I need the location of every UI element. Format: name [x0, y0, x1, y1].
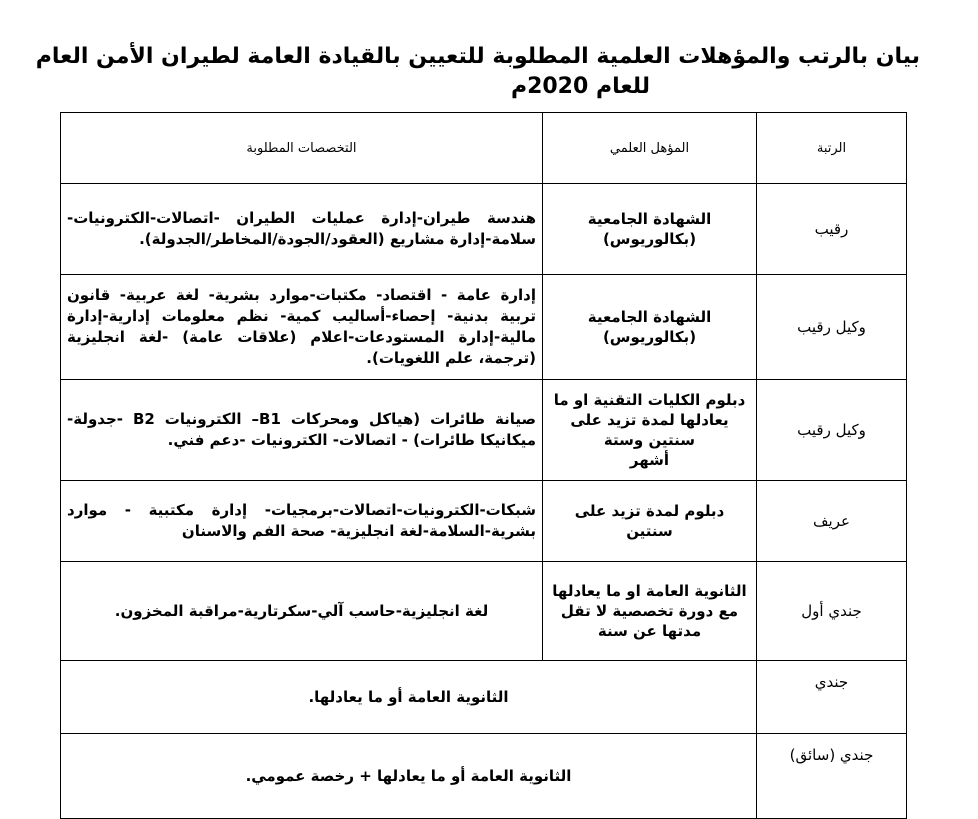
rank-cell: وكيل رقيب [757, 380, 907, 481]
specializations-cell: صيانة طائرات (هياكل ومحركات B1– الكترونيات B2 -جدولة-ميكانيكا طائرات) - اتصالات- الكترونيات -دعم فني. [61, 380, 543, 481]
qualification-line-1: الشهادة الجامعية [587, 308, 712, 326]
table-row [61, 661, 907, 734]
title-line-1: بيان بالرتب والمؤهلات العلمية المطلوبة للتعيين بالقيادة العامة لطيران الأمن العام [35, 44, 920, 69]
qualification-cell [543, 481, 757, 562]
qualification-cell [543, 562, 757, 661]
header-rank: الرتبة [757, 113, 907, 184]
qualification-line-2: (بكالوريوس) [602, 230, 697, 248]
table-row [61, 184, 907, 275]
rank-cell: رقيب [757, 184, 907, 275]
table-row [61, 275, 907, 380]
title-line-2: للعام 2020م [510, 74, 650, 99]
table-header-row [61, 113, 907, 184]
header-qualification: المؤهل العلمي [543, 113, 757, 184]
rank-cell: عريف [757, 481, 907, 562]
qualification-cell [543, 184, 757, 275]
specializations-cell: هندسة طيران-إدارة عمليات الطيران -اتصالات-الكترونيات-سلامة-إدارة مشاريع (العقود/الجودة/المخاطر/الجدولة). [61, 184, 543, 275]
qualification-line-2: أشهر [629, 451, 670, 469]
qualification-line-2: سنتين [626, 522, 673, 540]
qualification-line-1: دبلوم الكليات التقنية او ما يعادلها لمدة تزيد على سنتين وستة [553, 391, 746, 449]
specializations-cell: شبكات-الكترونيات-اتصالات-برمجيات- إدارة مكتبية - موارد بشرية-السلامة-لغة انجليزية- صحة الفم والاسنان [61, 481, 543, 562]
qualification-line-2: (بكالوريوس) [602, 328, 697, 346]
rank-cell: جندي أول [757, 562, 907, 661]
specializations-cell: لغة انجليزية-حاسب آلي-سكرتارية-مراقبة المخزون. [61, 562, 543, 661]
rank-cell: جندي (سائق) [757, 734, 907, 819]
table-row [61, 481, 907, 562]
rank-cell: جندي [757, 661, 907, 734]
table-row [61, 562, 907, 661]
document-title [20, 42, 920, 102]
qualification-line-1: الثانوية العامة او ما يعادلها مع دورة تخصصية لا تقل [552, 582, 747, 620]
rank-cell: وكيل رقيب [757, 275, 907, 380]
qualifications-table [60, 112, 907, 819]
header-specializations: التخصصات المطلوبة [61, 113, 543, 184]
requirement-cell: الثانوية العامة أو ما يعادلها + رخصة عمومي. [61, 734, 757, 819]
qualification-cell [543, 380, 757, 481]
qualification-line-1: الشهادة الجامعية [587, 210, 712, 228]
qualification-line-1: دبلوم لمدة تزيد على [574, 502, 725, 520]
requirement-cell: الثانوية العامة أو ما يعادلها. [61, 661, 757, 734]
table-row [61, 380, 907, 481]
qualification-cell [543, 275, 757, 380]
specializations-cell: إدارة عامة - اقتصاد- مكتبات-موارد بشرية- لغة عربية- قانون تربية بدنية- إحصاء-أساليب كمية- نظم معلومات إدارية-إدارة مالية-إدارة المستودعات-اعلام (علاقات عامة) -لغة انجليزية (ترجمة، علم اللغويات). [61, 275, 543, 380]
qualification-line-2: مدتها عن سنة [597, 622, 702, 640]
table-row [61, 734, 907, 819]
